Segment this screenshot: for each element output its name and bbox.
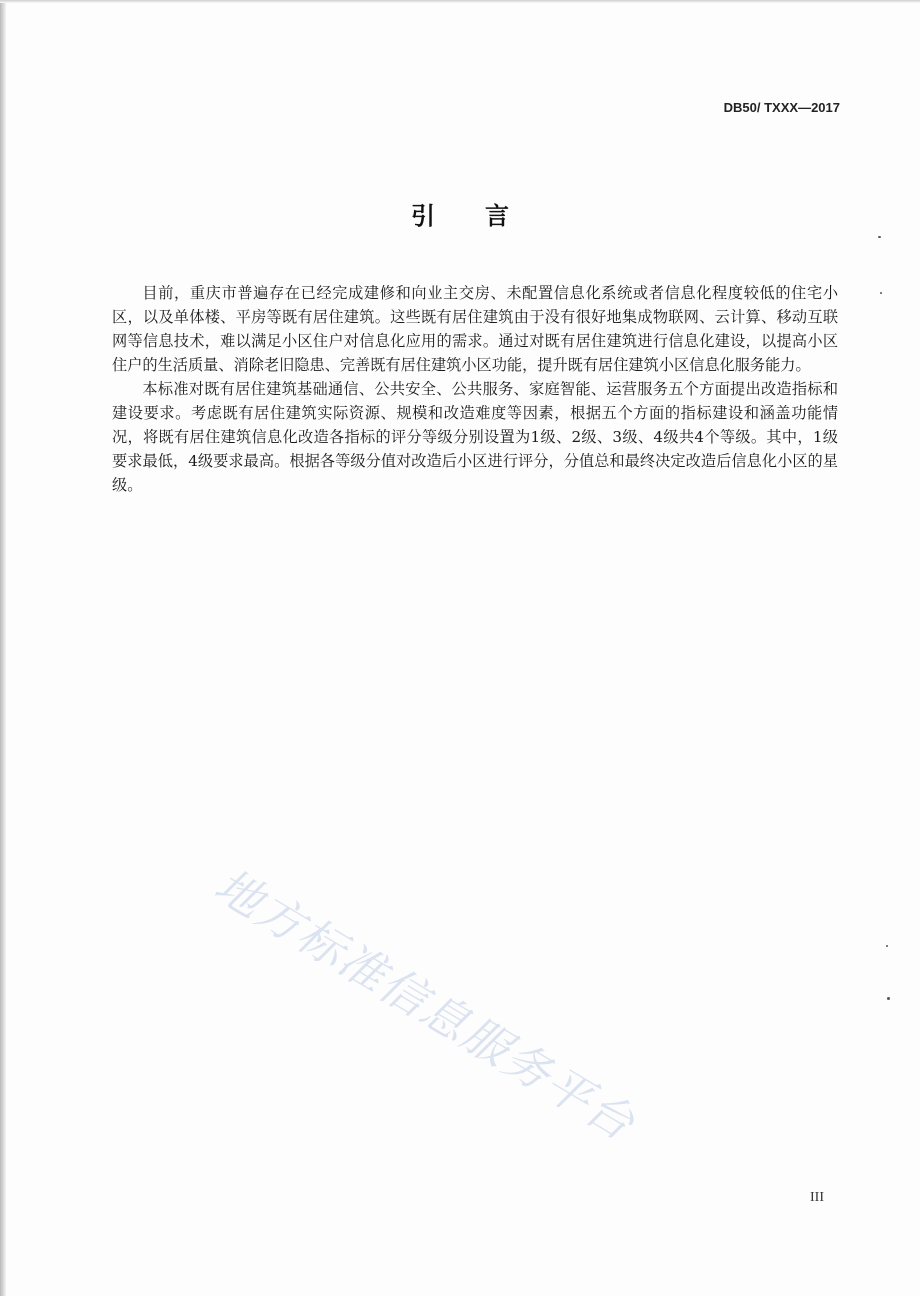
page-title: 引言 [411,202,559,230]
scan-speck [887,997,890,1000]
paragraph-1: 目前，重庆市普遍存在已经完成建修和向业主交房、未配置信息化系统或者信息化程度较低的住宅小区，以及单体楼、平房等既有居住建筑。这些既有居住建筑由于没有很好地集成物联网、云计算、移动互联网等信息技术，难以满足小区住户对信息化应用的需求。通过对既有居住建筑进行信息化建设，以提高小区住户的生活质量、消除老旧隐患、完善既有居住建筑小区功能，提升既有居住建筑小区信息化服务能力。 [112,284,838,374]
introduction-body [112,281,838,497]
scan-edge-left [0,0,6,1296]
watermark: 地方标准信息服务平台 [205,857,645,1152]
paragraph-2: 本标准对既有居住建筑基础通信、公共安全、公共服务、家庭智能、运营服务五个方面提出改造指标和建设要求。考虑既有居住建筑实际资源、规模和改造难度等因素，根据五个方面的指标建设和涵盖功能情况，将既有居住建筑信息化改造各指标的评分等级分别设置为1级、2级、3级、4级共4个等级。其中，1级要求最低，4级要求最高。根据各等级分值对改造后小区进行评分，分值总和最终决定改造后信息化小区的星级。 [112,380,838,494]
scan-speck [878,236,881,238]
standard-code: DB50/ TXXX—2017 [723,100,840,115]
scan-speck [886,945,888,947]
scan-edge-top [0,0,920,3]
scan-speck [880,292,882,294]
page-number: III [810,1190,824,1205]
